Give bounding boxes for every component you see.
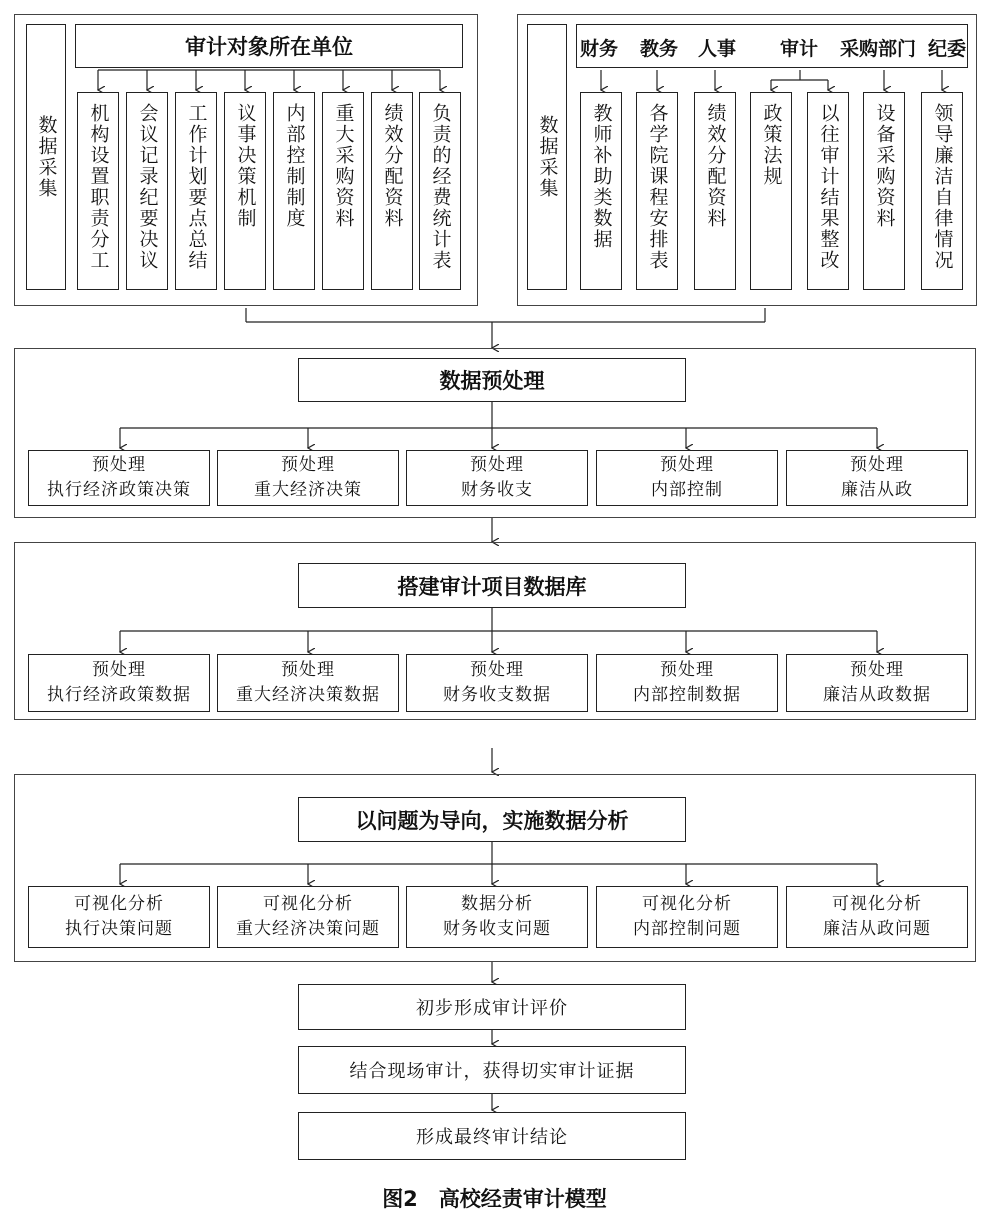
preprocess-item-2: 预处理 重大经济决策 (217, 450, 399, 506)
right-side-label: 数据采集 (527, 24, 567, 290)
right-item-1: 教师补助类数据 (580, 92, 622, 290)
database-item-4: 预处理 内部控制数据 (596, 654, 778, 712)
dept-personnel: 人事 (698, 38, 737, 60)
left-item-8: 负责的经费统计表 (419, 92, 461, 290)
analysis-item-4: 可视化分析 内部控制问题 (596, 886, 778, 948)
analysis-title: 以问题为导向，实施数据分析 (298, 797, 686, 842)
dept-finance: 财务 (580, 38, 619, 60)
right-item-3: 绩效分配资料 (694, 92, 736, 290)
left-item-3: 工作计划要点总结 (175, 92, 217, 290)
database-item-3: 预处理 财务收支数据 (406, 654, 588, 712)
step-initial-evaluation: 初步形成审计评价 (298, 984, 686, 1030)
analysis-item-1: 可视化分析 执行决策问题 (28, 886, 210, 948)
preprocess-item-1: 预处理 执行经济政策决策 (28, 450, 210, 506)
left-item-2: 会议记录纪要决议 (126, 92, 168, 290)
left-item-7: 绩效分配资料 (371, 92, 413, 290)
right-item-2: 各学院课程安排表 (636, 92, 678, 290)
right-item-4: 政策法规 (750, 92, 792, 290)
left-side-label: 数据采集 (26, 24, 66, 290)
database-item-1: 预处理 执行经济政策数据 (28, 654, 210, 712)
dept-academic: 教务 (640, 38, 679, 60)
left-item-4: 议事决策机制 (224, 92, 266, 290)
left-item-5: 内部控制制度 (273, 92, 315, 290)
right-item-6: 设备采购资料 (863, 92, 905, 290)
right-item-5: 以往审计结果整改 (807, 92, 849, 290)
dept-discipline: 纪委 (928, 38, 967, 60)
dept-procurement: 采购部门 (840, 38, 917, 60)
analysis-item-5: 可视化分析 廉洁从政问题 (786, 886, 968, 948)
preprocess-item-3: 预处理 财务收支 (406, 450, 588, 506)
database-item-2: 预处理 重大经济决策数据 (217, 654, 399, 712)
preprocess-title: 数据预处理 (298, 358, 686, 402)
analysis-item-2: 可视化分析 重大经济决策问题 (217, 886, 399, 948)
right-item-7: 领导廉洁自律情况 (921, 92, 963, 290)
left-item-6: 重大采购资料 (322, 92, 364, 290)
preprocess-item-4: 预处理 内部控制 (596, 450, 778, 506)
database-title: 搭建审计项目数据库 (298, 563, 686, 608)
left-item-1: 机构设置职责分工 (77, 92, 119, 290)
preprocess-item-5: 预处理 廉洁从政 (786, 450, 968, 506)
left-header: 审计对象所在单位 (75, 24, 463, 68)
figure-caption: 图2 高校经责审计模型 (382, 1187, 607, 1211)
step-final-conclusion: 形成最终审计结论 (298, 1112, 686, 1160)
dept-audit: 审计 (780, 38, 819, 60)
database-item-5: 预处理 廉洁从政数据 (786, 654, 968, 712)
step-field-audit: 结合现场审计，获得切实审计证据 (298, 1046, 686, 1094)
analysis-item-3: 数据分析 财务收支问题 (406, 886, 588, 948)
